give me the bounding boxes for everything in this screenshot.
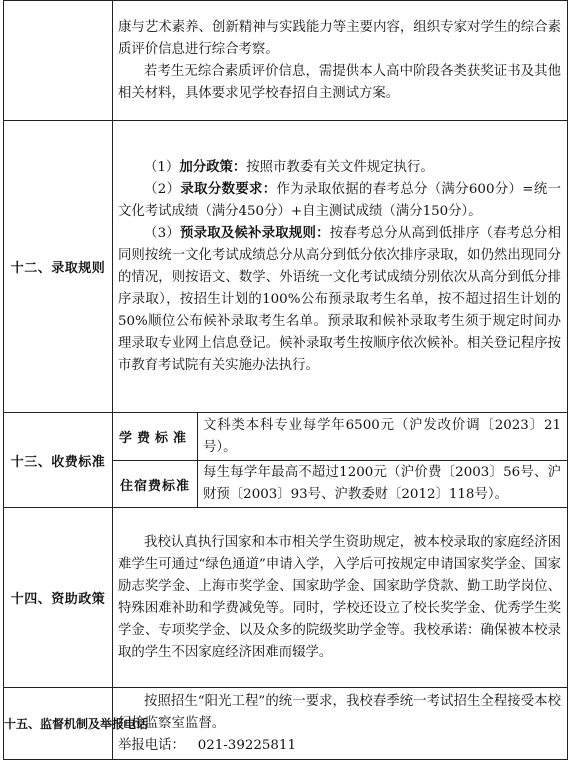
evaluation-content — [113, 1, 568, 121]
row-tuition — [4, 413, 568, 461]
tuition-text: 文科类本科专业每学年6500元（沪发改价调〔2023〕21号）。 — [203, 417, 561, 455]
supervision-content — [113, 688, 568, 760]
financial-aid-text: 我校认真执行国家和本市相关学生资助规定，被本校录取的家庭经济困难学生可通过“绿色通道”申请入学，入学后可按规定申请国家奖学金、国家励志奖学金、上海市奖学金、国家助学金、国家助学贷款、勤工助学岗位、特殊困难补助和学费减免等。同时，学校还设立了校长奖学金、优秀学生奖学金、专项奖学金、以及众多的院级奖助学金等。我校承诺：确保被本校录取的学生不因家庭经济困难而辍学。 — [118, 534, 561, 660]
supervision-heading: 十五、监督机制及举报电话 — [4, 688, 113, 760]
pre-admission-item — [118, 223, 561, 377]
fee-standard-heading: 十三、收费标准 — [4, 413, 113, 508]
item-1-prefix: （1） — [144, 159, 180, 175]
lodging-text: 每生每学年最高不超过1200元（沪价费〔2003〕56号、沪财预〔2003〕93号、沪教委财〔2012〕118号）。 — [203, 465, 561, 502]
financial-aid-heading: 十四、资助政策 — [4, 508, 113, 688]
evaluation-paragraph-1: 康与艺术素养、创新精神与实践能力等主要内容，组织专家对学生的综合素质评价信息进行综合考察。 — [118, 19, 561, 57]
bonus-policy-text: 按照市教委有关文件规定执行。 — [246, 159, 434, 175]
pre-admission-text: 按春考总分从高到低排序（春考总分相同则按统一文化考试成绩总分从高分到低分依次排序录取，如仍然出现同分的情况，则按语文、数学、外语统一文化考试成绩分别依次从高分到低分排序录取），按招生计划的100%公布预录取考生名单，按不超过招生计划的50%顺位公布候补录取考生名单。预录取和候补录取考生须于规定时间办理录取专业网上信息登记。候补录取考生按顺序依次候补。相关登记程序按市教育考试院有关实施办法执行。 — [118, 225, 562, 373]
supervision-text: 按照招生“阳光工程”的统一要求，我校春季统一考试招生全程接受本校纪检监察室监督。 — [118, 693, 561, 731]
bonus-policy-item — [118, 157, 561, 179]
admission-rules-content — [113, 121, 568, 413]
item-2-prefix: （2） — [144, 181, 181, 197]
bonus-policy-label: 加分政策： — [179, 159, 247, 175]
score-requirement-label: 录取分数要求： — [180, 181, 277, 197]
evaluation-paragraph-2: 若考生无综合素质评价信息，需提供本人高中阶段各类获奖证书及其他相关材料，具体要求见学校春招自主测试方案。 — [118, 63, 561, 101]
row-financial-aid — [4, 508, 568, 688]
row-admission-rules — [4, 121, 568, 413]
admission-info-table — [3, 0, 568, 760]
lodging-label: 住宿费标准 — [113, 461, 198, 508]
row-supervision — [4, 688, 568, 760]
lodging-content — [198, 461, 568, 508]
empty-heading-cell — [4, 1, 113, 121]
tuition-label: 学费标准 — [113, 413, 198, 461]
row-comprehensive-evaluation — [4, 1, 568, 121]
pre-admission-label: 预录取及候补录取规则： — [179, 225, 330, 241]
admission-rules-heading: 十二、录取规则 — [4, 121, 113, 413]
item-3-prefix: （3） — [144, 225, 180, 241]
report-phone: 举报电话： 021-39225811 — [118, 737, 296, 753]
score-requirement-text: 作为录取依据的春考总分（满分600分）=统一文化考试成绩（满分450分）+自主测试成绩（满分150分）。 — [118, 181, 561, 219]
tuition-content — [198, 413, 568, 461]
score-requirement-item — [118, 179, 561, 223]
financial-aid-content — [113, 508, 568, 688]
